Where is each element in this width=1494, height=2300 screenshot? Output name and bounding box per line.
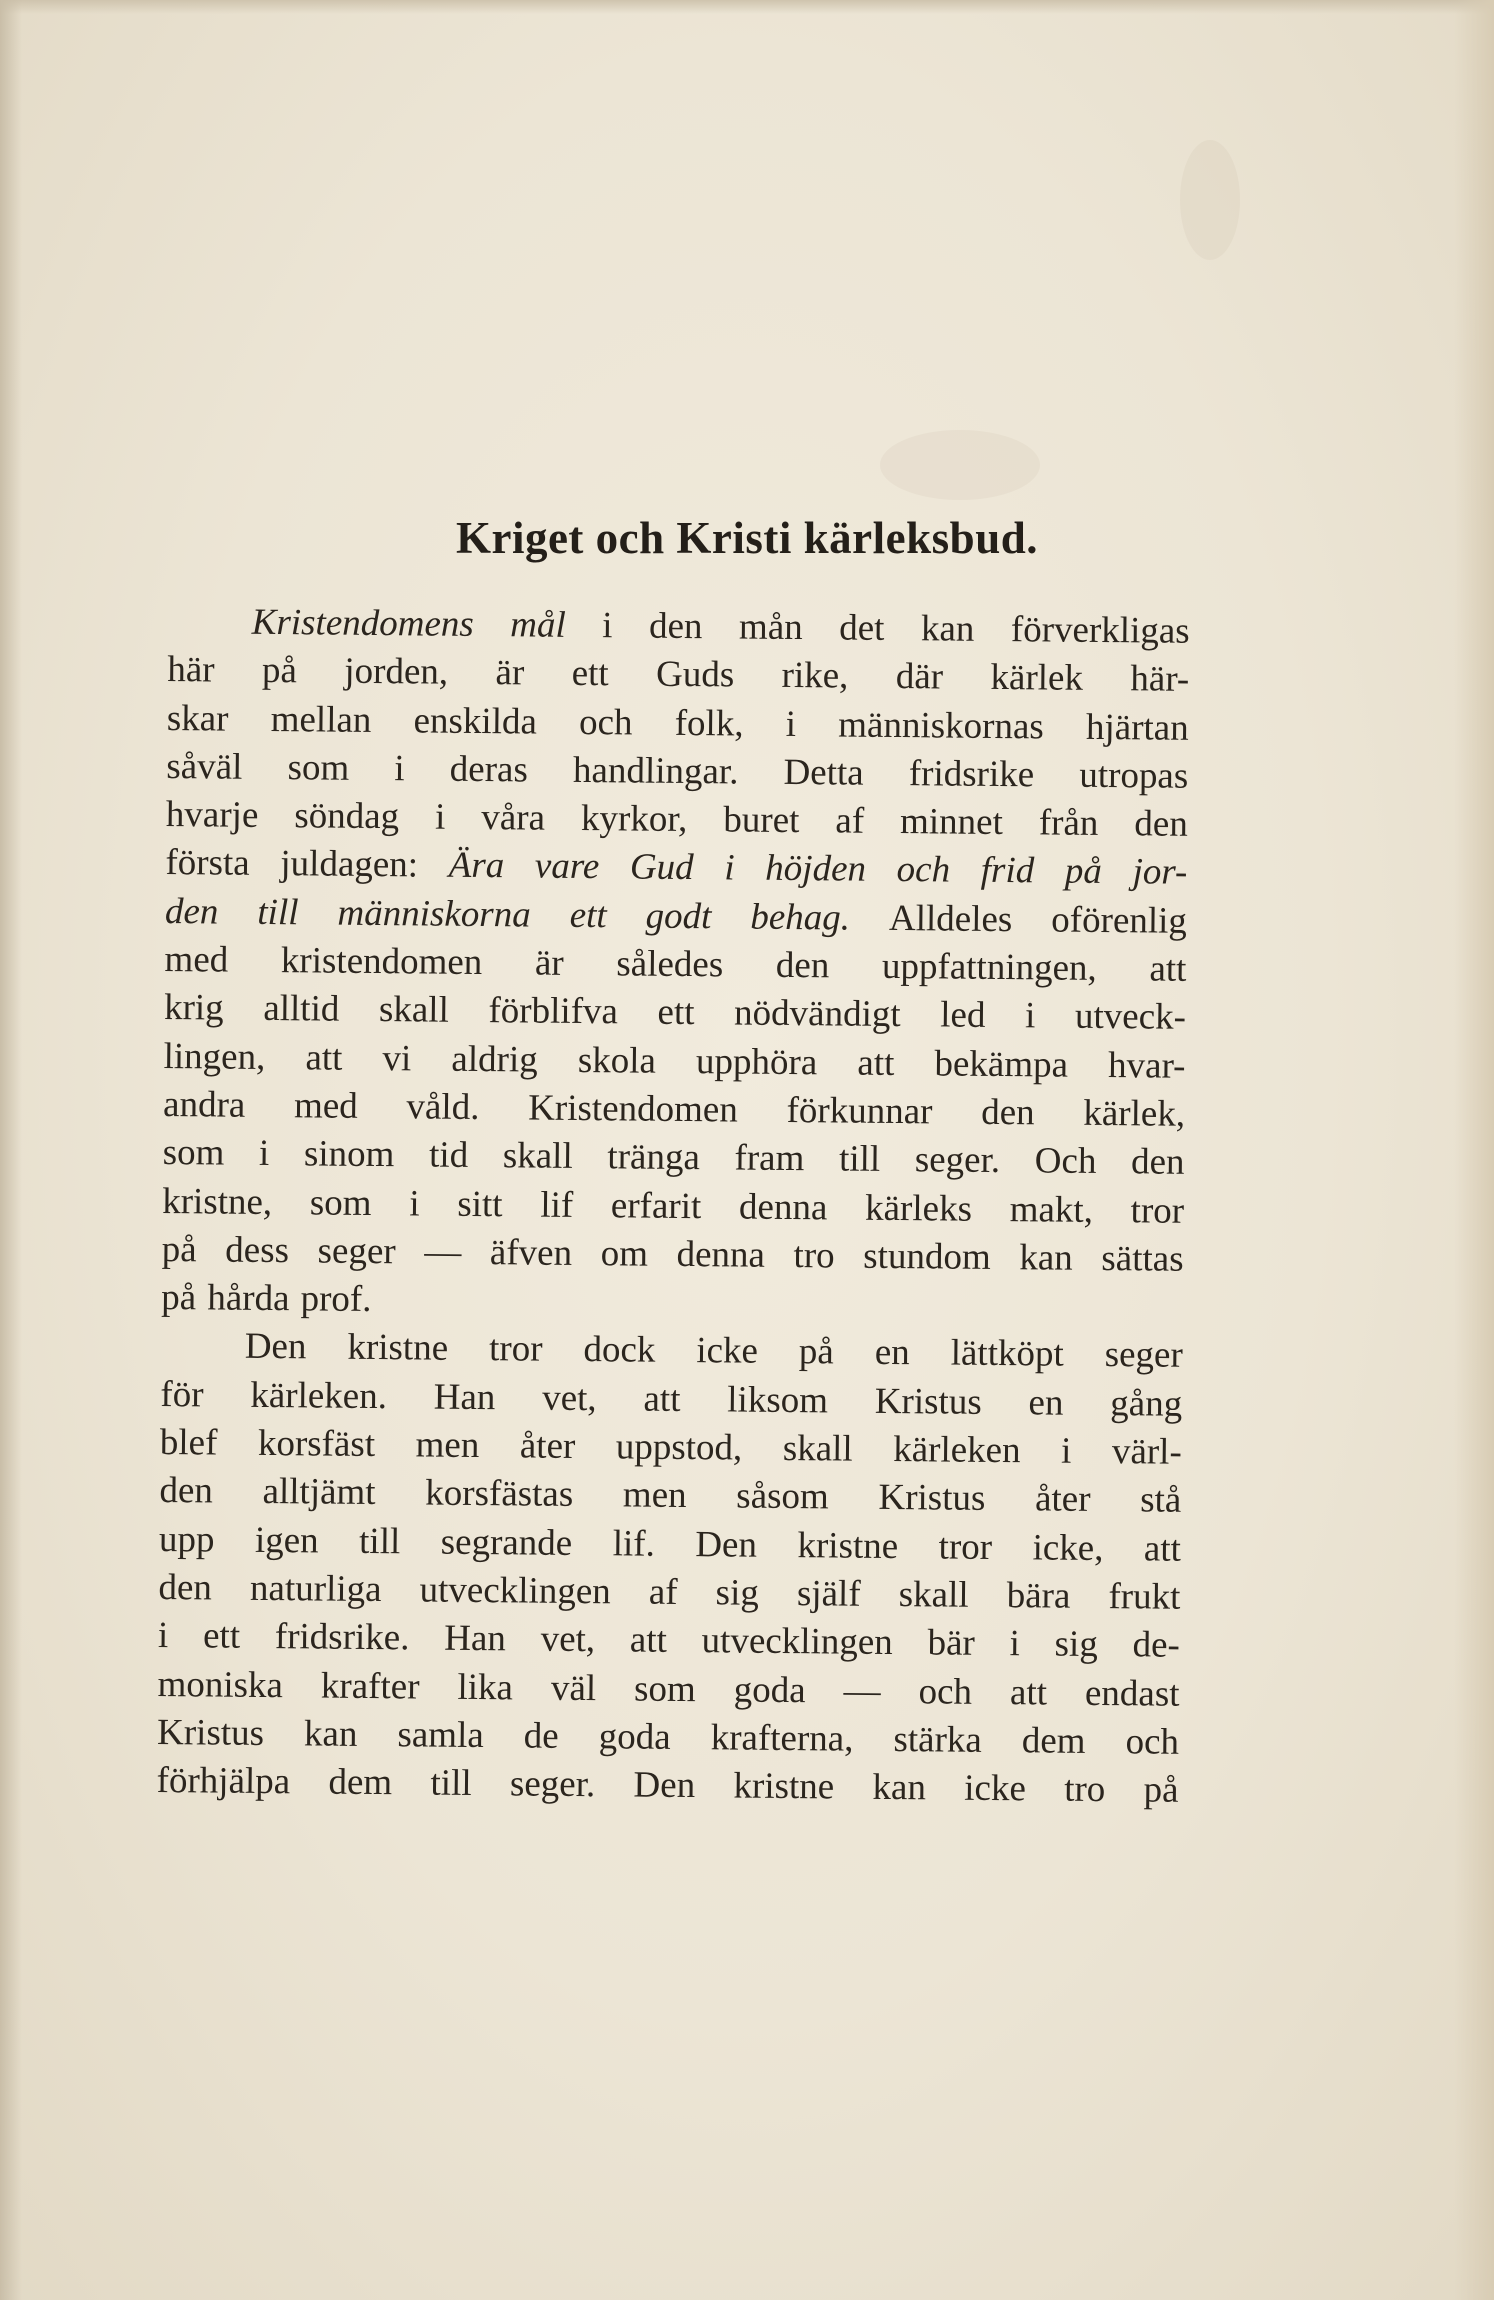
word: att	[629, 1619, 668, 1662]
word: Han	[444, 1617, 507, 1660]
word: de	[523, 1715, 559, 1757]
word: Guds	[655, 653, 735, 696]
word: hvarje	[165, 794, 259, 837]
word: godt	[645, 895, 712, 938]
word: och	[918, 1670, 973, 1713]
word: oförenlig	[1051, 899, 1188, 942]
word: Detta	[783, 751, 864, 794]
word: sig	[715, 1572, 760, 1614]
word: förverkligas	[1010, 609, 1190, 652]
text-line	[158, 1612, 1180, 1670]
word: till	[838, 1138, 881, 1181]
word: lif	[540, 1184, 574, 1226]
word: med	[293, 1085, 358, 1127]
word: bekämpa	[934, 1043, 1069, 1086]
word: alltid	[263, 988, 340, 1031]
paper-stain	[1180, 140, 1240, 260]
word: af	[648, 1571, 678, 1613]
word: Kristendomens	[251, 601, 474, 645]
word: rike,	[781, 655, 849, 697]
word: seger	[317, 1230, 396, 1273]
word: i	[785, 703, 797, 745]
word: således	[616, 943, 724, 986]
word: vare	[534, 846, 600, 888]
word: Kristendomen	[528, 1087, 739, 1131]
word: behag.	[750, 896, 851, 939]
page-left-edge-shadow	[0, 0, 22, 2300]
word: Ära	[448, 845, 505, 887]
word: kan	[1019, 1237, 1073, 1279]
word: liksom	[727, 1379, 829, 1422]
word: fridsrike.	[274, 1616, 410, 1659]
word: seger.	[914, 1139, 1001, 1182]
word: vet,	[542, 1377, 597, 1419]
word: sättas	[1101, 1237, 1184, 1280]
word: åter	[519, 1425, 576, 1467]
word: kärlek,	[1083, 1092, 1186, 1135]
word: kärleks	[864, 1187, 973, 1230]
word: Kristus	[156, 1711, 265, 1754]
word: minnet	[899, 801, 1004, 844]
word: från	[1038, 802, 1099, 845]
word: naturliga	[249, 1567, 382, 1611]
text-line	[165, 839, 1187, 897]
word: upp	[158, 1518, 215, 1561]
word: människorna	[337, 892, 531, 936]
word: denna	[676, 1233, 766, 1276]
word: sinom	[303, 1133, 395, 1176]
word: deras	[449, 748, 529, 791]
word: andra	[162, 1083, 246, 1126]
word: den	[158, 1566, 213, 1609]
word: är	[534, 942, 564, 984]
word: Alldeles	[888, 897, 1013, 940]
word: uppstod,	[615, 1426, 743, 1469]
word: höjden	[765, 848, 867, 891]
word: nödvändigt	[733, 992, 901, 1036]
word: i	[1060, 1430, 1072, 1472]
word: skar	[166, 697, 229, 740]
word: kristne	[347, 1327, 449, 1370]
word: goda	[598, 1716, 671, 1758]
word: där	[895, 656, 944, 698]
word: jorden,	[344, 650, 449, 693]
word: moniska	[157, 1663, 284, 1706]
word: på	[1143, 1769, 1179, 1811]
word: som	[309, 1181, 372, 1224]
word: kristendomen	[280, 940, 483, 984]
word: skola	[577, 1039, 657, 1082]
word: själf	[796, 1573, 861, 1615]
word: våld.	[406, 1086, 480, 1128]
word: endast	[1084, 1672, 1180, 1715]
word: denna	[738, 1186, 828, 1228]
word: Kristus	[878, 1477, 986, 1520]
word: i	[394, 748, 405, 790]
word: med	[164, 939, 229, 981]
word: men	[415, 1424, 480, 1467]
word: bär	[927, 1622, 975, 1665]
word: prof.	[300, 1278, 372, 1321]
word: de-	[1132, 1624, 1181, 1666]
word: den	[1130, 1141, 1185, 1184]
word: hjärtan	[1085, 706, 1189, 749]
word: utvecklingen	[701, 1620, 893, 1664]
word: i	[602, 605, 613, 647]
word: den	[159, 1470, 214, 1512]
word: frid	[980, 850, 1035, 892]
word: den	[648, 605, 703, 648]
word: seger.	[509, 1763, 596, 1806]
word: af	[835, 800, 865, 842]
word: här-	[1130, 658, 1190, 701]
word: utropas	[1079, 754, 1189, 797]
word: ett	[657, 992, 695, 1034]
word: buret	[723, 799, 800, 842]
word: lika	[457, 1666, 514, 1708]
word: våra	[481, 797, 546, 839]
word: jor-	[1132, 851, 1188, 894]
word: på	[798, 1331, 835, 1373]
word: handlingar.	[572, 749, 739, 793]
word: i	[724, 847, 735, 889]
word: om	[600, 1233, 649, 1275]
word: blef	[159, 1422, 218, 1464]
word: skall	[378, 989, 450, 1032]
word: mån	[738, 606, 803, 649]
word: bära	[1006, 1575, 1071, 1617]
word: dock	[583, 1329, 656, 1372]
word: folk,	[674, 702, 744, 745]
word: ett	[571, 653, 609, 695]
word: hårda	[207, 1277, 290, 1320]
word: kan	[303, 1713, 358, 1755]
word: fram	[734, 1137, 805, 1180]
word: i	[157, 1615, 169, 1657]
word: skall	[502, 1135, 573, 1178]
word: Gud	[629, 846, 694, 889]
word: på	[161, 1228, 197, 1271]
word: förhjälpa	[156, 1760, 291, 1803]
word: i	[434, 796, 446, 838]
word: i	[409, 1182, 420, 1225]
word: frukt	[1108, 1576, 1181, 1618]
word: fridsrike	[908, 753, 1035, 796]
word: icke,	[1032, 1526, 1104, 1569]
word: till	[257, 891, 299, 934]
word: människornas	[838, 704, 1044, 748]
word: ett	[569, 894, 607, 937]
text-line	[157, 1709, 1179, 1767]
text-line	[161, 1274, 1183, 1332]
word: goda	[733, 1669, 806, 1711]
chapter-title: Kriget och Kristi kärleksbud.	[455, 513, 1038, 563]
word: utveck-	[1074, 996, 1187, 1039]
body-text	[156, 598, 1190, 1815]
word: Och	[1034, 1140, 1097, 1183]
word: det	[839, 607, 885, 649]
word: för	[160, 1373, 204, 1416]
word: den	[1134, 803, 1189, 845]
word: stundom	[863, 1235, 991, 1278]
word: förkunnar	[786, 1089, 933, 1133]
word: enskilda	[413, 699, 538, 743]
word: aldrig	[451, 1038, 538, 1081]
word: till	[430, 1762, 472, 1805]
word: är	[495, 652, 525, 694]
word: och	[896, 849, 951, 892]
word: en	[1028, 1382, 1064, 1424]
word: icke	[964, 1767, 1027, 1810]
word: den	[164, 890, 219, 933]
word: tror	[938, 1526, 993, 1568]
word: på	[161, 1277, 197, 1319]
text-line	[156, 1757, 1178, 1815]
word: sitt	[457, 1183, 503, 1225]
word: led	[940, 994, 986, 1037]
word: första	[165, 842, 250, 885]
word: och	[1125, 1721, 1180, 1763]
word: gång	[1110, 1382, 1183, 1425]
word: uppfattningen,	[881, 945, 1097, 990]
word: Den	[695, 1523, 758, 1566]
word: såsom	[736, 1475, 829, 1518]
word: här	[167, 649, 215, 691]
word: att	[857, 1042, 895, 1084]
word: att	[1149, 948, 1187, 990]
text-line	[168, 598, 1190, 656]
word: stå	[1140, 1479, 1182, 1522]
word: kyrkor,	[580, 798, 688, 841]
text-line	[162, 1178, 1184, 1236]
word: juldagen:	[280, 843, 419, 886]
word: på	[1064, 851, 1103, 893]
word: lingen,	[163, 1035, 266, 1078]
word: tror	[1130, 1189, 1185, 1232]
word: korsfästas	[425, 1472, 574, 1516]
word: äfven	[489, 1231, 573, 1274]
word: krig	[163, 987, 224, 1029]
word: den	[775, 944, 830, 987]
word: tror	[488, 1328, 543, 1371]
word: förblifva	[488, 990, 619, 1033]
word: kristne	[797, 1524, 899, 1567]
word: värl-	[1111, 1431, 1182, 1473]
word: erfarit	[610, 1184, 702, 1227]
word: krafterna,	[710, 1717, 854, 1760]
word: men	[622, 1474, 687, 1517]
word: till	[358, 1520, 401, 1562]
word: korsfäst	[257, 1422, 376, 1466]
word: i	[1024, 995, 1036, 1037]
word: icke	[696, 1330, 759, 1373]
word: skall	[898, 1573, 969, 1616]
word: —	[843, 1670, 881, 1712]
word: kärlek	[990, 657, 1084, 700]
word: skall	[782, 1427, 853, 1470]
word: som	[162, 1132, 225, 1174]
word: att	[1009, 1671, 1048, 1714]
word: som	[633, 1668, 696, 1710]
word: igen	[254, 1519, 319, 1562]
paragraph	[156, 1322, 1183, 1815]
page-top-edge-shadow	[0, 0, 1494, 14]
word: ett	[202, 1615, 241, 1657]
word: mål	[510, 604, 566, 646]
word: i	[258, 1133, 270, 1175]
word: att	[1143, 1528, 1182, 1570]
word: makt,	[1009, 1188, 1094, 1231]
word: kristne,	[162, 1180, 273, 1223]
word: mellan	[270, 698, 372, 741]
word: seger	[1104, 1334, 1183, 1377]
word: upphöra	[695, 1040, 818, 1083]
word: kan	[920, 608, 975, 650]
word: kan	[872, 1766, 927, 1809]
word: den	[980, 1091, 1035, 1134]
word: dem	[328, 1761, 393, 1804]
word: vi	[382, 1037, 412, 1080]
word: som	[287, 747, 350, 789]
word: Den	[244, 1326, 307, 1368]
word: Kristus	[874, 1380, 982, 1423]
word: lättköpt	[950, 1333, 1064, 1376]
word: krafter	[320, 1665, 420, 1707]
word: alltjämt	[262, 1471, 376, 1514]
word: samla	[397, 1714, 484, 1756]
word: tränga	[607, 1136, 701, 1179]
word: kärleken.	[250, 1374, 388, 1417]
word: Han	[433, 1376, 496, 1418]
word: lif.	[612, 1522, 656, 1565]
word: och	[578, 701, 633, 744]
word: en	[874, 1332, 910, 1374]
word: vet,	[540, 1618, 596, 1661]
word: segrande	[440, 1521, 573, 1564]
word: i	[1009, 1623, 1021, 1665]
word: utvecklingen	[419, 1569, 611, 1613]
word: Den	[633, 1764, 696, 1807]
word: kristne	[733, 1765, 835, 1808]
word: att	[305, 1037, 343, 1079]
word: såväl	[166, 745, 243, 788]
word: kärleken	[893, 1429, 1021, 1472]
word: åter	[1034, 1478, 1091, 1521]
word: väl	[550, 1667, 597, 1709]
word: tro	[1063, 1768, 1106, 1811]
word: sig	[1054, 1623, 1099, 1666]
word: dem	[1021, 1720, 1086, 1762]
word: tid	[428, 1134, 469, 1177]
page-right-edge-shadow	[1454, 0, 1494, 2300]
word: att	[643, 1378, 681, 1420]
word: stärka	[893, 1718, 983, 1761]
word: på	[261, 650, 298, 692]
paragraph	[161, 598, 1190, 1332]
word: hvar-	[1107, 1044, 1186, 1087]
word: söndag	[294, 795, 400, 838]
word: —	[424, 1231, 462, 1273]
word: tro	[793, 1234, 835, 1277]
paper-stain	[880, 430, 1040, 500]
word: dess	[225, 1229, 290, 1272]
